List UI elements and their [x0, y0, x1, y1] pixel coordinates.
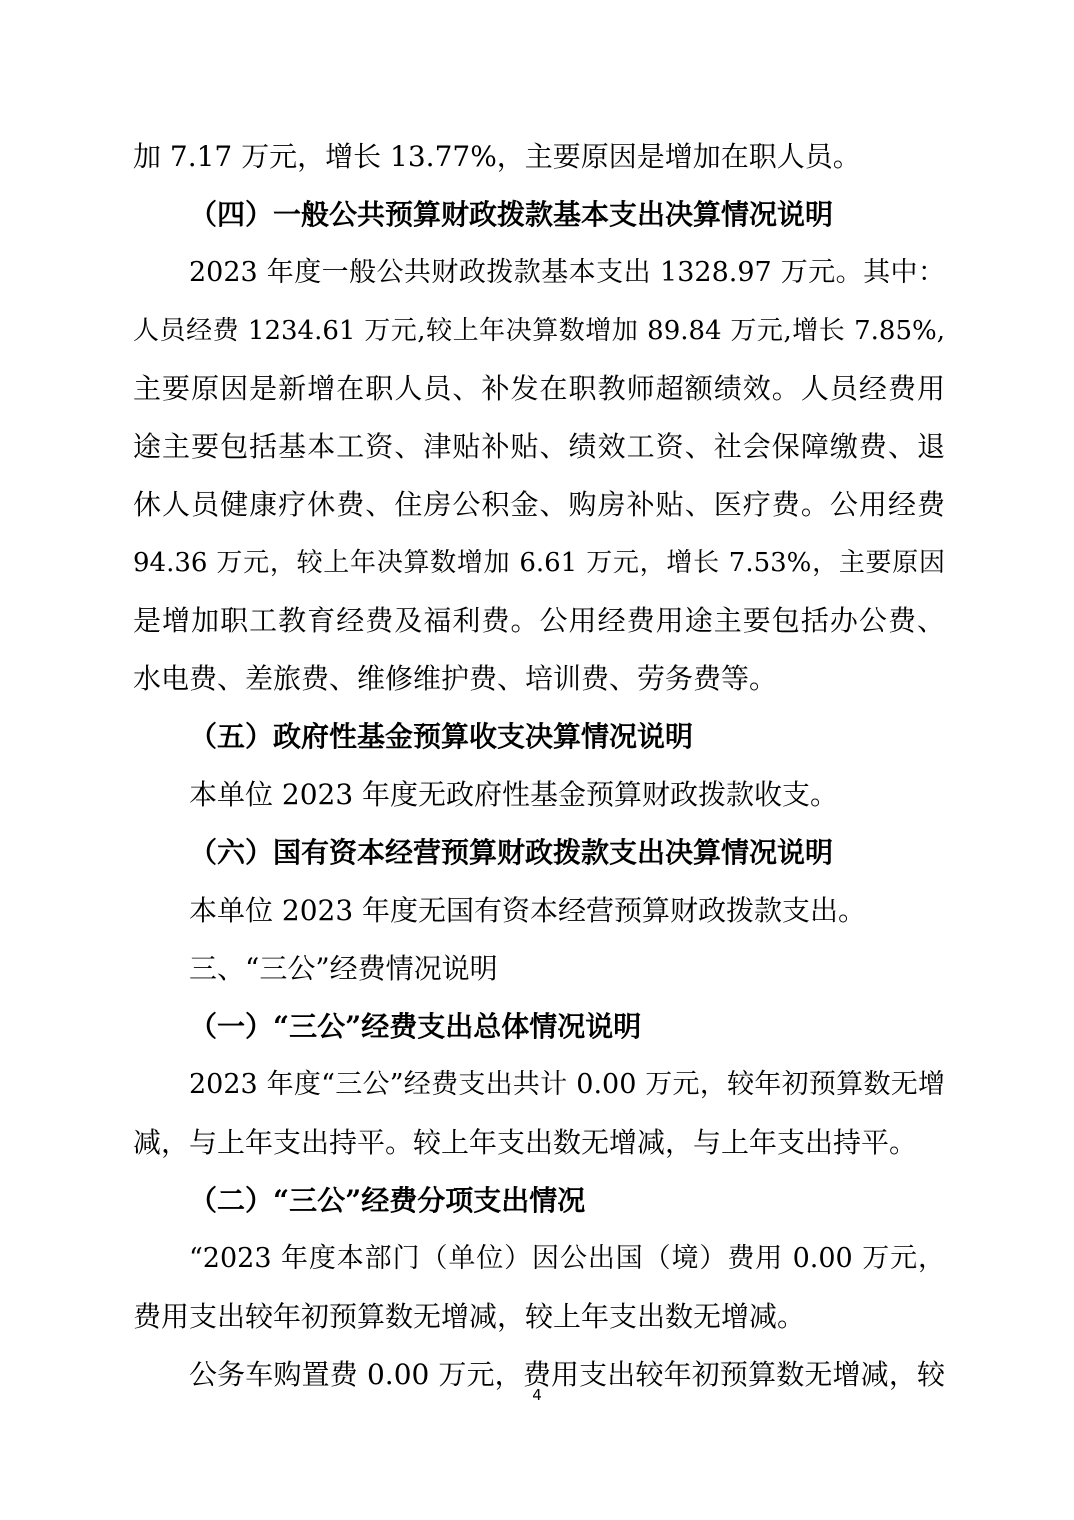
text-line: 2023 年度“三公”经费支出共计 0.00 万元，较年初预算数无增	[189, 1069, 945, 1100]
section-heading: （二）“三公”经费分项支出情况	[189, 1184, 586, 1217]
text-line: “2023 年度本部门（单位）因公出国（境）费用 0.00 万元，	[189, 1243, 945, 1274]
text-line: 人员经费 1234.61 万元,较上年决算数增加 89.84 万元,增长 7.85%,	[133, 316, 945, 346]
text-line: 途主要包括基本工资、津贴补贴、绩效工资、社会保障缴费、退	[133, 430, 945, 463]
section-heading: （五）政府性基金预算收支决算情况说明	[189, 720, 694, 753]
section-heading: （六）国有资本经营预算财政拨款支出决算情况说明	[189, 836, 834, 869]
text-line: 三、“三公”经费情况说明	[189, 952, 498, 985]
text-line: 本单位 2023 年度无政府性基金预算财政拨款收支。	[189, 778, 839, 811]
text-line: 水电费、差旅费、维修维护费、培训费、劳务费等。	[133, 662, 778, 695]
section-heading: （四）一般公共预算财政拨款基本支出决算情况说明	[189, 198, 834, 231]
text-line: 费用支出较年初预算数无增减，较上年支出数无增减。	[133, 1300, 806, 1333]
text-line: 减，与上年支出持平。较上年支出数无增减，与上年支出持平。	[133, 1126, 918, 1159]
text-line: 是增加职工教育经费及福利费。公用经费用途主要包括办公费、	[133, 604, 945, 637]
page-number: 4	[532, 1386, 542, 1404]
section-heading: （一）“三公”经费支出总体情况说明	[189, 1010, 642, 1043]
text-line: 公务车购置费 0.00 万元，费用支出较年初预算数无增减，较	[189, 1358, 945, 1391]
text-line: 主要原因是新增在职人员、补发在职教师超额绩效。人员经费用	[133, 372, 945, 405]
text-line: 2023 年度一般公共财政拨款基本支出 1328.97 万元。其中：	[189, 257, 945, 288]
text-line: 休人员健康疗休费、住房公积金、购房补贴、医疗费。公用经费	[133, 488, 945, 521]
text-line: 加 7.17 万元，增长 13.77%，主要原因是增加在职人员。	[133, 140, 861, 173]
text-line: 本单位 2023 年度无国有资本经营预算财政拨款支出。	[189, 894, 867, 927]
document-page	[133, 128, 945, 1404]
text-line: 94.36 万元，较上年决算数增加 6.61 万元，增长 7.53%，主要原因	[133, 548, 945, 578]
